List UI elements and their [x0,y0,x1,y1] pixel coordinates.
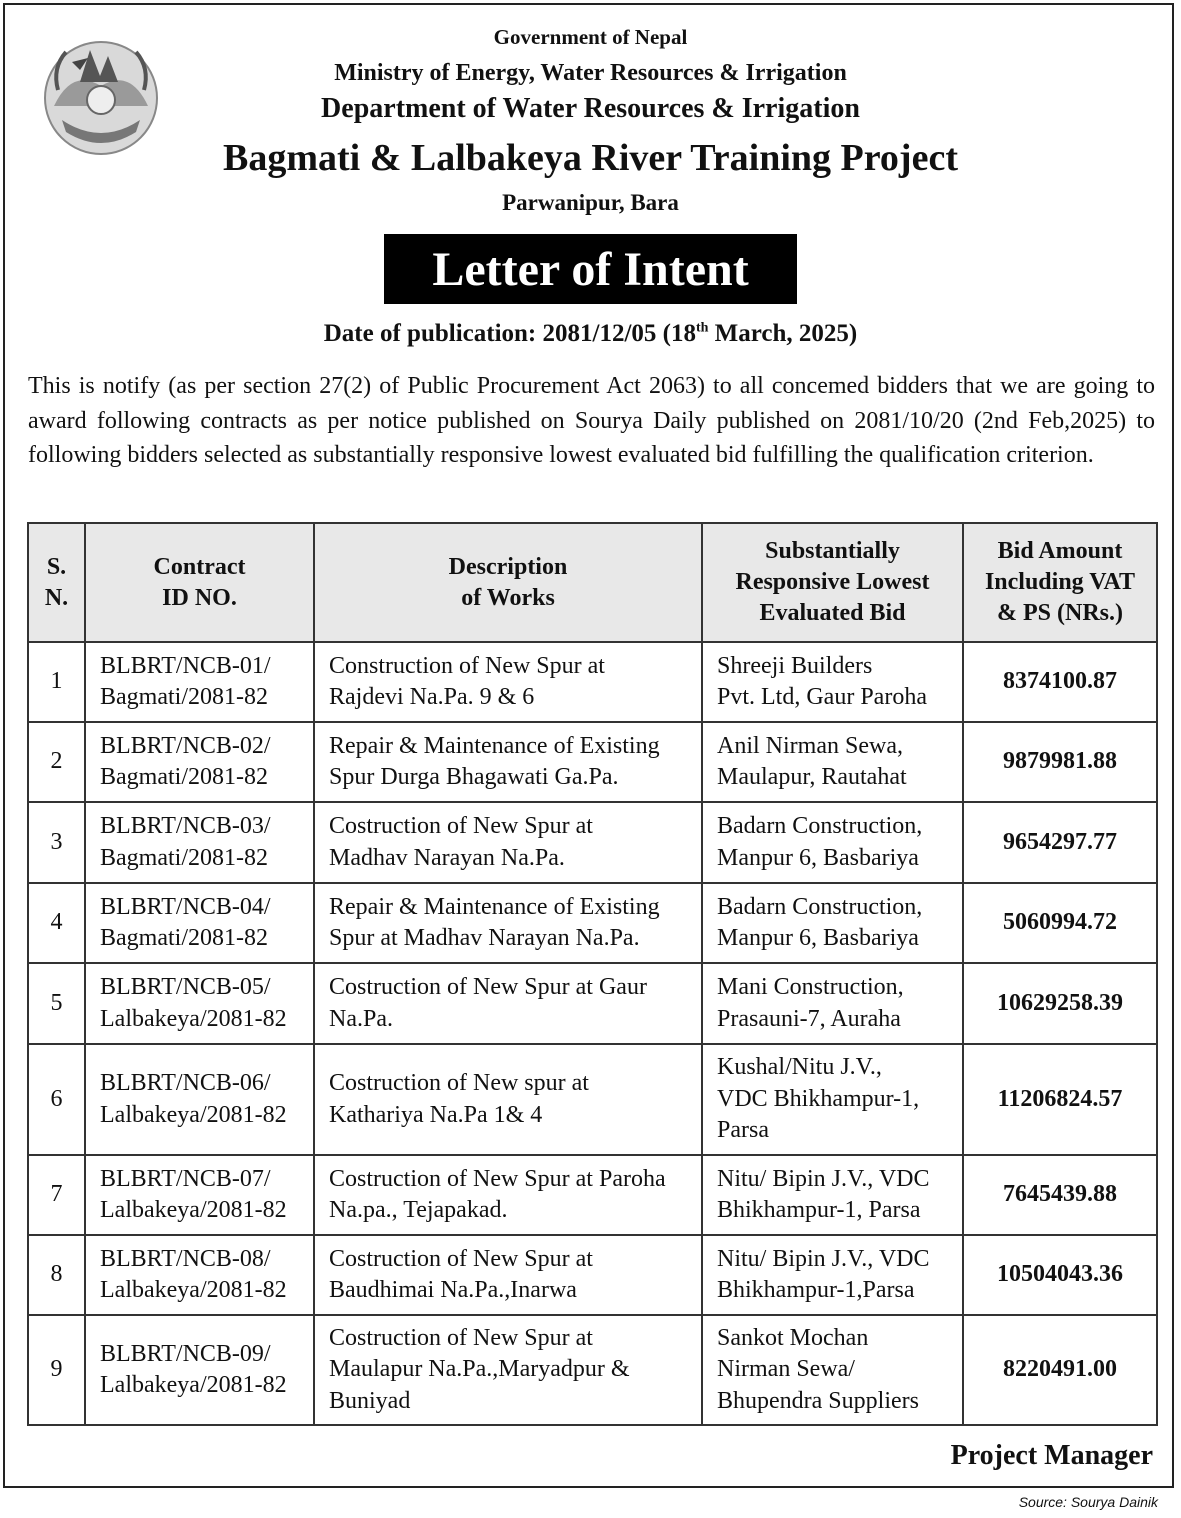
table-row [28,802,1157,883]
table-row [28,1235,1157,1315]
row-amount: 9654297.77 [963,802,1157,883]
row-amount: 11206824.57 [963,1044,1157,1155]
header-description: Description of Works [314,523,702,642]
row-description: Costruction of New Spur at Gaur Na.Pa. [314,963,702,1044]
row-description: Repair & Maintenance of Existing Spur Durga Bhagawati Ga.Pa. [314,722,702,802]
row-contract-id: BLBRT/NCB-04/ Bagmati/2081-82 [85,883,314,963]
row-amount: 5060994.72 [963,883,1157,963]
row-sn: 1 [28,642,85,722]
row-sn: 5 [28,963,85,1044]
row-bidder: Badarn Construction, Manpur 6, Basbariya [702,883,963,963]
row-sn: 3 [28,802,85,883]
table-row [28,963,1157,1044]
ministry-name: Ministry of Energy, Water Resources & Irrigation [334,60,847,86]
row-amount: 8374100.87 [963,642,1157,722]
header-contract-id: Contract ID NO. [85,523,314,642]
row-description: Construction of New Spur at Rajdevi Na.Pa. 9 & 6 [314,642,702,722]
table-row [28,722,1157,802]
row-contract-id: BLBRT/NCB-07/ Lalbakeya/2081-82 [85,1155,314,1235]
row-bidder: Nitu/ Bipin J.V., VDC Bhikhampur-1, Parsa [702,1155,963,1235]
row-amount: 7645439.88 [963,1155,1157,1235]
table-row [28,642,1157,722]
row-contract-id: BLBRT/NCB-01/ Bagmati/2081-82 [85,642,314,722]
header-sn: S. N. [28,523,85,642]
row-description: Costruction of New Spur at Baudhimai Na.Pa.,Inarwa [314,1235,702,1315]
row-amount: 10629258.39 [963,963,1157,1044]
row-bidder: Shreeji Builders Pvt. Ltd, Gaur Paroha [702,642,963,722]
row-bidder: Nitu/ Bipin J.V., VDC Bhikhampur-1,Parsa [702,1235,963,1315]
row-amount: 10504043.36 [963,1235,1157,1315]
table-row [28,1315,1157,1425]
row-sn: 7 [28,1155,85,1235]
signatory: Project Manager [950,1440,1153,1471]
row-sn: 6 [28,1044,85,1155]
intro-paragraph: This is notify (as per section 27(2) of Public Procurement Act 2063) to all concemed bidders that we are going to award following contracts as per notice published on Sourya Daily published on 2081/10/20 (2nd Feb,2025) to following bidders selected as substantially responsive lowest evaluated bid fulfilling the qualification criterion. [28,373,1155,468]
row-contract-id: BLBRT/NCB-09/ Lalbakeya/2081-82 [85,1315,314,1425]
row-contract-id: BLBRT/NCB-02/ Bagmati/2081-82 [85,722,314,802]
notice-title: Letter of Intent [384,234,797,304]
row-bidder: Mani Construction, Prasauni-7, Auraha [702,963,963,1044]
row-contract-id: BLBRT/NCB-08/ Lalbakeya/2081-82 [85,1235,314,1315]
project-location: Parwanipur, Bara [502,190,679,215]
row-contract-id: BLBRT/NCB-06/ Lalbakeya/2081-82 [85,1044,314,1155]
row-description: Costruction of New spur at Kathariya Na.Pa 1& 4 [314,1044,702,1155]
row-bidder: Sankot Mochan Nirman Sewa/ Bhupendra Suppliers [702,1315,963,1425]
row-sn: 8 [28,1235,85,1315]
row-contract-id: BLBRT/NCB-03/ Bagmati/2081-82 [85,802,314,883]
row-bidder: Kushal/Nitu J.V., VDC Bhikhampur-1, Parsa [702,1044,963,1155]
row-description: Costruction of New Spur at Paroha Na.pa., Tejapakad. [314,1155,702,1235]
source-credit: Source: Sourya Dainik [1018,1494,1158,1510]
row-bidder: Badarn Construction, Manpur 6, Basbariya [702,802,963,883]
publication-date: Date of publication: 2081/12/05 (18th March, 2025) [323,320,858,347]
project-name: Bagmati & Lalbakeya River Training Project [223,137,958,179]
row-sn: 4 [28,883,85,963]
department-name: Department of Water Resources & Irrigation [321,93,860,124]
row-contract-id: BLBRT/NCB-05/ Lalbakeya/2081-82 [85,963,314,1044]
row-bidder: Anil Nirman Sewa, Maulapur, Rautahat [702,722,963,802]
government-name: Government of Nepal [493,25,688,49]
contracts-table [27,522,1158,1426]
header-amount: Bid Amount Including VAT & PS (NRs.) [963,523,1157,642]
header-bidder: Substantially Responsive Lowest Evaluated Bid [702,523,963,642]
table-row [28,1044,1157,1155]
row-description: Costruction of New Spur at Maulapur Na.Pa.,Maryadpur & Buniyad [314,1315,702,1425]
row-description: Repair & Maintenance of Existing Spur at Madhav Narayan Na.Pa. [314,883,702,963]
table-header-row [28,523,1157,642]
table-row [28,883,1157,963]
row-sn: 2 [28,722,85,802]
table-row [28,1155,1157,1235]
row-sn: 9 [28,1315,85,1425]
row-amount: 8220491.00 [963,1315,1157,1425]
row-amount: 9879981.88 [963,722,1157,802]
row-description: Costruction of New Spur at Madhav Narayan Na.Pa. [314,802,702,883]
